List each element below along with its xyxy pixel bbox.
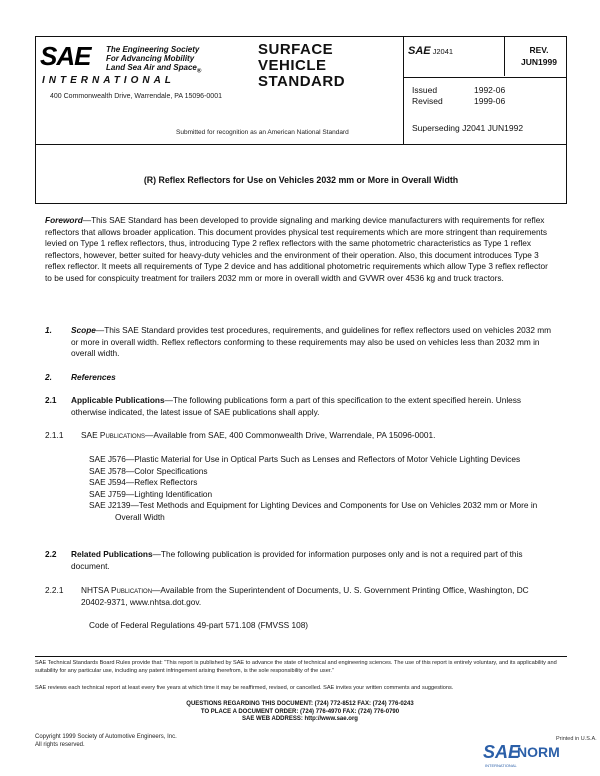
sae-logo-mark: SAE [40,41,91,71]
printed-in: Printed in U.S.A. [556,736,597,742]
header-rule [403,77,566,78]
sae-norm-stamp: SAE NORM INTERNATIONAL [483,742,560,768]
policy-note: SAE Technical Standards Board Rules provide that: “This report is published by SAE to advance the state of technical and engineering sciences. The use of this report is entirely voluntary, and its applicability and suitability for any particular use, including any patent infringement arising therefrom, is the sole responsibility of the user.” [35,660,557,674]
revision-cell: REV. JUN1999 [511,45,567,67]
scope-text: —This SAE Standard provides test procedures, requirements, and guidelines for reflex reflectors used on vehicles 2032 mm or more in overall width. Reflex reflectors conforming to these requirements may also be used on vehicles less than 2032 mm in overall width. [71,325,552,359]
scope-label: Scope [71,325,96,335]
header-divider [403,37,404,144]
reference-item: SAE J759—Lighting Identification [89,488,213,499]
foreword-label: Foreword [45,215,83,225]
sae-logo-tagline: The Engineering Society For Advancing Mobility Land Sea Air and Space$_®$ [106,45,202,75]
reference-item: SAE J594—Reflex Reflectors [89,477,198,488]
foreword [45,215,555,285]
document-number: SAE J2041 [408,45,454,57]
revision-date: JUN1999 [521,57,557,67]
sae-international-text: INTERNATIONAL [42,75,175,86]
superseding-note: Superseding J2041 JUN1992 [412,123,524,133]
reference-list [89,454,549,524]
review-note: SAE reviews each technical report at least every five years at which time it may be reaffirmed, revised, or cancelled. SAE invites your written comments and suggestions. [35,685,454,691]
foreword-text: —This SAE Standard has been developed to provide signaling and marking device manufacturers with requirements for reflex reflectors that allows broader application. This document provides physical test requirements which are more stringent than requirements levied on Type 1 reflex reflectors, thus, introducing Type 2 reflex reflectors with the same photometric characteristics as Type 1 reflex reflectors, however, better suited for heavy-duty vehicles and the environment of their operation. Also, this document introduces Type 3 reflex reflector. It meets all requirements of Type 2 device and has additional photometric requirements which allow Type 3 reflex reflector to be used for conspicuity treatment for trailers 2032 mm or more in overall width and GVWR over 4536 kg and truck tractors. [45,215,548,283]
submitted-note: Submitted for recognition as an American National Standard [176,129,349,136]
reference-item: SAE J2139—Test Methods and Equipment for Lighting Devices and Components for Use on Vehicles 2032 mm or More in Overall Width [89,500,538,522]
footer-divider [35,656,567,657]
references-heading: References [71,372,116,382]
header-divider-rev [504,37,505,76]
contact-info: QUESTIONS REGARDING THIS DOCUMENT: (724) 772-8512 FAX: (724) 776-0243 TO PLACE A DOCUMENT ORDER: (724) 776-4970 FAX: (724) 776-0790 SAE WEB ADDRESS: http://www.sae.org [186,701,414,722]
document-type: SURFACE VEHICLE STANDARD [258,41,346,90]
cfr-reference: Code of Federal Regulations 49-part 571.108 (FMVSS 108) [89,620,309,630]
reference-item: SAE J578—Color Specifications [89,465,208,476]
document-header: SAE The Engineering Society For Advancing Mobility Land Sea Air and Space$_®$ INTERNATIONAL 400 Commonwealth Drive, Warrendale, PA 15096-0001 SURFACE VEHICLE STANDARD Submitted for recognition as an American National Standard SAE J2041 REV. JUN1999 Issued 1992-06 Revised 1999-06 Superseding J2041 JUN1992 [35,36,567,145]
sae-address: 400 Commonwealth Drive, Warrendale, PA 15096-0001 [50,93,222,100]
copyright: Copyright 1999 Society of Automotive Engineers, Inc. All rights reserved. [35,734,177,748]
document-page: SAE The Engineering Society For Advancing Mobility Land Sea Air and Space$_®$ INTERNATIONAL 400 Commonwealth Drive, Warrendale, PA 15096-0001 SURFACE VEHICLE STANDARD Submitted for recognition as an American National Standard SAE J2041 REV. JUN1999 Issued 1992-06 Revised 1999-06 Superseding J2041 JUN1992 (R) Reflex Reflectors for Use on Vehicles 2032 mm or More in Overall Width Foreword—This SAE Standard has been developed to provide signaling and marking device manufacturers with requirements for reflex reflectors that allows broader application. This document provides physical test requirements which are more stringent than requirements levied on Type 1 reflex reflectors, thus, introducing Type 2 reflex reflectors with the same photometric characteristics as Type 1 reflex reflectors, however, better suited for heavy-duty vehicles and the environment of their operation. Also, this document introduces Type 3 reflex reflector. It meets all requirements of Type 2 device and has additional photometric requirements which allow Type 3 reflex reflector to be used for conspicuity treatment for trailers 2032 mm or more in overall width and GVWR over 4536 kg and truck tractors. 1. Scope—This SAE Standard provides test procedures, requirements, and guidelines for reflex reflectors used on vehicles 2032 mm or more in overall width. Reflex reflectors conforming to these requirements may also be used on vehicles less than 2032 mm in overall width. 2. References 2.1 Applicable Publications—The following publications form a part of this specification to the extent specified herein. Unless otherwise indicated, the latest issue of SAE publications shall apply. 2.1.1 SAE Publications—Available from SAE, 400 Commonwealth Drive, Warrendale, PA 15096-0001. SAE J576—Plastic Material for Use in Optical Parts Such as Lenses and Reflectors of Motor Vehicle Lighting Devices SAE J578—Color Specifications SAE J594—Reflex Reflectors SAE J759—Lighting Identification SAE J2139—Test Methods and Equipment for Lighting Devices and Components for Use on Vehicles 2032 mm or More in Overall Width 2.2 Related Publications—The following publication is provided for information purposes only and is not a required part of this document. 2.2.1 NHTSA Publication—Available from the Superintendent of Documents, U. S. Government Printing Office, Washington, DC 20402-9371, www.nhtsa.dot.gov. Code of Federal Regulations 49-part 571.108 (FMVSS 108) SAE Technical Standards Board Rules provide that: “This report is published by SAE to advance the state of technical and engineering sciences. The use of this report is entirely voluntary, and its applicability and suitability for any particular use, including any patent infringement arising therefrom, is the sole responsibility of the user.” SAE reviews each technical report at least every five years at which time it may be reaffirmed, revised, or cancelled. SAE invites your written comments and suggestions. QUESTIONS REGARDING THIS DOCUMENT: (724) 772-8512 FAX: (724) 776-0243 TO PLACE A DOCUMENT ORDER: (724) 776-4970 FAX: (724) 776-0790 SAE WEB ADDRESS: http://www.sae.org Copyright 1999 Society of Automotive Engineers, Inc. All rights reserved. Printed in U.S.A. SAE NORM INTERNATIONAL [0,0,600,776]
title-box [35,145,567,204]
reference-item: SAE J576—Plastic Material for Use in Optical Parts Such as Lenses and Reflectors of Motor Vehicle Lighting Devices [89,454,521,464]
document-title: (R) Reflex Reflectors for Use on Vehicles 2032 mm or More in Overall Width [143,175,459,185]
